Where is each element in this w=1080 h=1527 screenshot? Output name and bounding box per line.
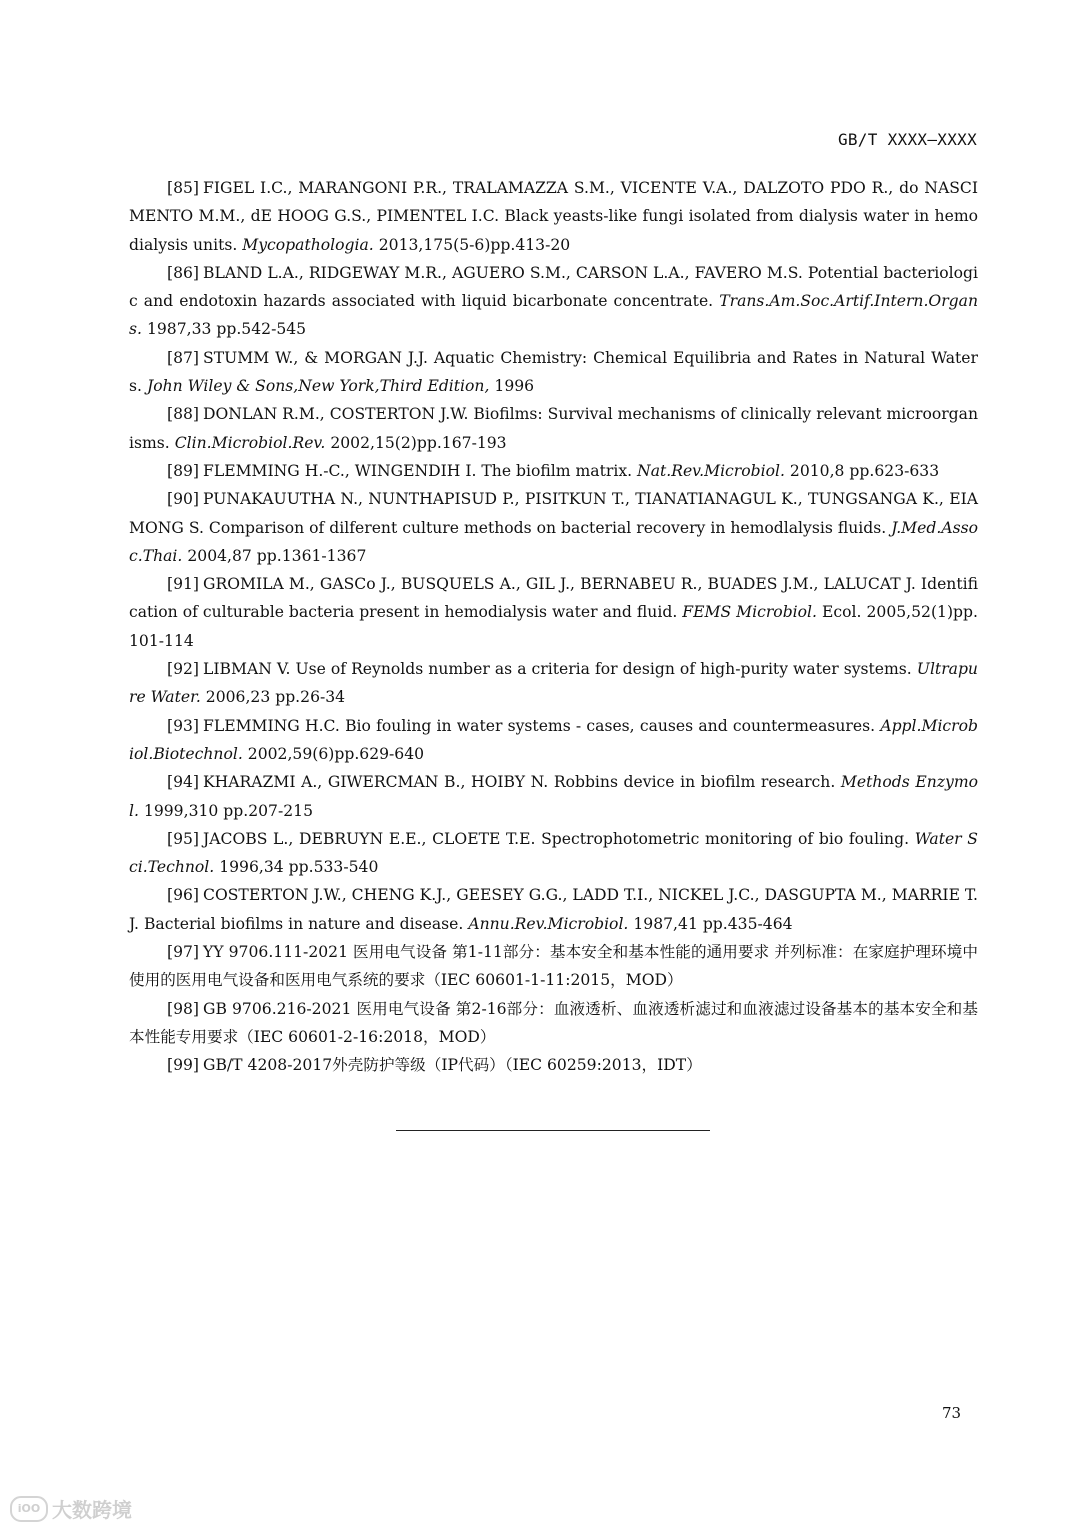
reference-item — [129, 457, 978, 485]
reference-item — [129, 768, 978, 825]
watermark — [10, 1494, 132, 1523]
reference-item — [129, 1051, 978, 1079]
reference-item — [129, 344, 978, 401]
reference-journal: Methods Enzymol. — [129, 773, 978, 820]
reference-details: 1996 — [494, 377, 535, 396]
reference-journal: Nat.Rev.Microbiol. — [637, 461, 785, 480]
standard-code: GB/T XXXX—XXXX — [837, 130, 977, 149]
reference-journal: Trans.Am.Soc.Artif.Intern.Organs. — [129, 292, 978, 339]
reference-authors: YY 9706.111-2021 医用电气设备 第1-11部分：基本安全和基本性能的通用要求 并列标准：在家庭护理环境中使用的医用电气设备和医用电气系统的要求（IEC 60601-1-11:2015，MOD） — [129, 943, 978, 990]
end-of-document-rule — [396, 1130, 710, 1131]
reference-details: 1999,310 pp.207-215 — [143, 801, 314, 820]
reference-authors: GB 9706.216-2021 医用电气设备 第2-16部分：血液透析、血液透析滤过和血液滤过设备基本的基本安全和基本性能专用要求（IEC 60601-2-16:2018，MOD） — [129, 999, 978, 1046]
reference-journal: FEMS Microbiol. — [682, 603, 817, 622]
reference-details: 1996,34 pp.533-540 — [219, 858, 379, 877]
reference-details: Ecol. 2005,52(1)pp.101-114 — [129, 603, 978, 650]
reference-number: [88] — [167, 405, 200, 424]
reference-number: [92] — [167, 660, 200, 679]
reference-details: 2004,87 pp.1361-1367 — [187, 546, 367, 565]
reference-authors: LIBMAN V. Use of Reynolds number as a criteria for design of high-purity water systems. — [203, 660, 912, 679]
reference-journal: Clin.Microbiol.Rev. — [174, 433, 326, 452]
reference-authors: PUNAKAUUTHA N., NUNTHAPISUD P., PISITKUN T., TIANATIANAGUL K., TUNGSANGA K., EIAMONG S. Comparison of dilferent culture methods on bacterial recovery in hemodlalysis fluids. — [129, 490, 978, 537]
reference-item — [129, 655, 978, 712]
references-list — [129, 174, 978, 1080]
page-number: 73 — [942, 1404, 962, 1422]
reference-item — [129, 570, 978, 655]
watermark-text: 大数跨境 — [52, 1498, 132, 1522]
reference-journal: Mycopathologia. — [242, 235, 374, 254]
reference-number: [98] — [167, 999, 200, 1018]
reference-item — [129, 881, 978, 938]
reference-authors: FIGEL I.C., MARANGONI P.R., TRALAMAZZA S.M., VICENTE V.A., DALZOTO PDO R., do NASCIMENTO M.M., dE HOOG G.S., PIMENTEL I.C. Black yeasts-like fungi isolated from dialysis water in hemodialysis units. — [129, 179, 978, 254]
reference-number: [93] — [167, 716, 200, 735]
reference-journal: Ultrapure Water. — [129, 660, 978, 707]
reference-details: 2010,8 pp.623-633 — [789, 461, 940, 480]
reference-item — [129, 825, 978, 882]
reference-number: [95] — [167, 829, 200, 848]
reference-journal: J.Med.Assoc.Thai. — [129, 518, 978, 565]
reference-details: 2006,23 pp.26-34 — [205, 688, 346, 707]
reference-details: 1987,41 pp.435-464 — [633, 914, 793, 933]
reference-details: 2002,15(2)pp.167-193 — [330, 433, 507, 452]
reference-details: 2002,59(6)pp.629-640 — [247, 744, 425, 763]
reference-authors: FLEMMING H.C. Bio fouling in water systems - cases, causes and countermeasures. — [203, 716, 876, 735]
reference-number: [97] — [167, 943, 200, 962]
watermark-logo-icon: iOO — [10, 1496, 48, 1522]
reference-item — [129, 174, 978, 259]
reference-item — [129, 259, 978, 344]
reference-authors: COSTERTON J.W., CHENG K.J., GEESEY G.G., LADD T.I., NICKEL J.C., DASGUPTA M., MARRIE T.J. Bacterial biofilms in nature and disease. — [129, 886, 978, 933]
reference-journal: Annu.Rev.Microbiol. — [468, 914, 629, 933]
reference-number: [99] — [167, 1056, 200, 1075]
reference-number: [86] — [167, 263, 200, 282]
reference-authors: GB/T 4208-2017外壳防护等级（IP代码）（IEC 60259:2013，IDT） — [203, 1056, 702, 1075]
reference-number: [94] — [167, 773, 200, 792]
reference-item — [129, 995, 978, 1052]
reference-item — [129, 400, 978, 457]
reference-number: [96] — [167, 886, 200, 905]
reference-number: [85] — [167, 179, 200, 197]
reference-item — [129, 485, 978, 570]
reference-number: [91] — [167, 575, 200, 594]
reference-journal: John Wiley & Sons,New York,Third Edition, — [146, 377, 490, 396]
reference-number: [90] — [167, 490, 200, 509]
reference-authors: JACOBS L., DEBRUYN E.E., CLOETE T.E. Spectrophotometric monitoring of bio fouling. — [203, 829, 910, 848]
reference-authors: FLEMMING H.-C., WINGENDIH I. The biofilm matrix. — [203, 461, 633, 480]
reference-number: [87] — [167, 348, 200, 367]
reference-journal: Appl.Microbiol.Biotechnol. — [129, 716, 978, 763]
reference-journal: Water Sci.Technol. — [129, 829, 978, 877]
reference-authors: STUMM W., & MORGAN J.J. Aquatic Chemistry: Chemical Equilibria and Rates in Natural Waters. — [129, 348, 978, 396]
reference-number: [89] — [167, 461, 200, 480]
reference-authors: DONLAN R.M., COSTERTON J.W. Biofilms: Survival mechanisms of clinically relevant microorganisms. — [129, 405, 978, 452]
reference-item — [129, 938, 978, 995]
reference-authors: GROMILA M., GASCo J., BUSQUELS A., GIL J., BERNABEU R., BUADES J.M., LALUCAT J. Identification of culturable bacteria present in hemodialysis water and fluid. — [129, 575, 978, 622]
reference-authors: BLAND L.A., RIDGEWAY M.R., AGUERO S.M., CARSON L.A., FAVERO M.S. Potential bacteriologic and endotoxin hazards associated with liquid bicarbonate concentrate. — [129, 263, 978, 311]
reference-authors: KHARAZMI A., GIWERCMAN B., HOIBY N. Robbins device in biofilm research. — [203, 773, 836, 792]
reference-details: 1987,33 pp.542-545 — [146, 320, 307, 339]
reference-details: 2013,175(5-6)pp.413-20 — [378, 235, 571, 254]
reference-item — [129, 712, 978, 769]
